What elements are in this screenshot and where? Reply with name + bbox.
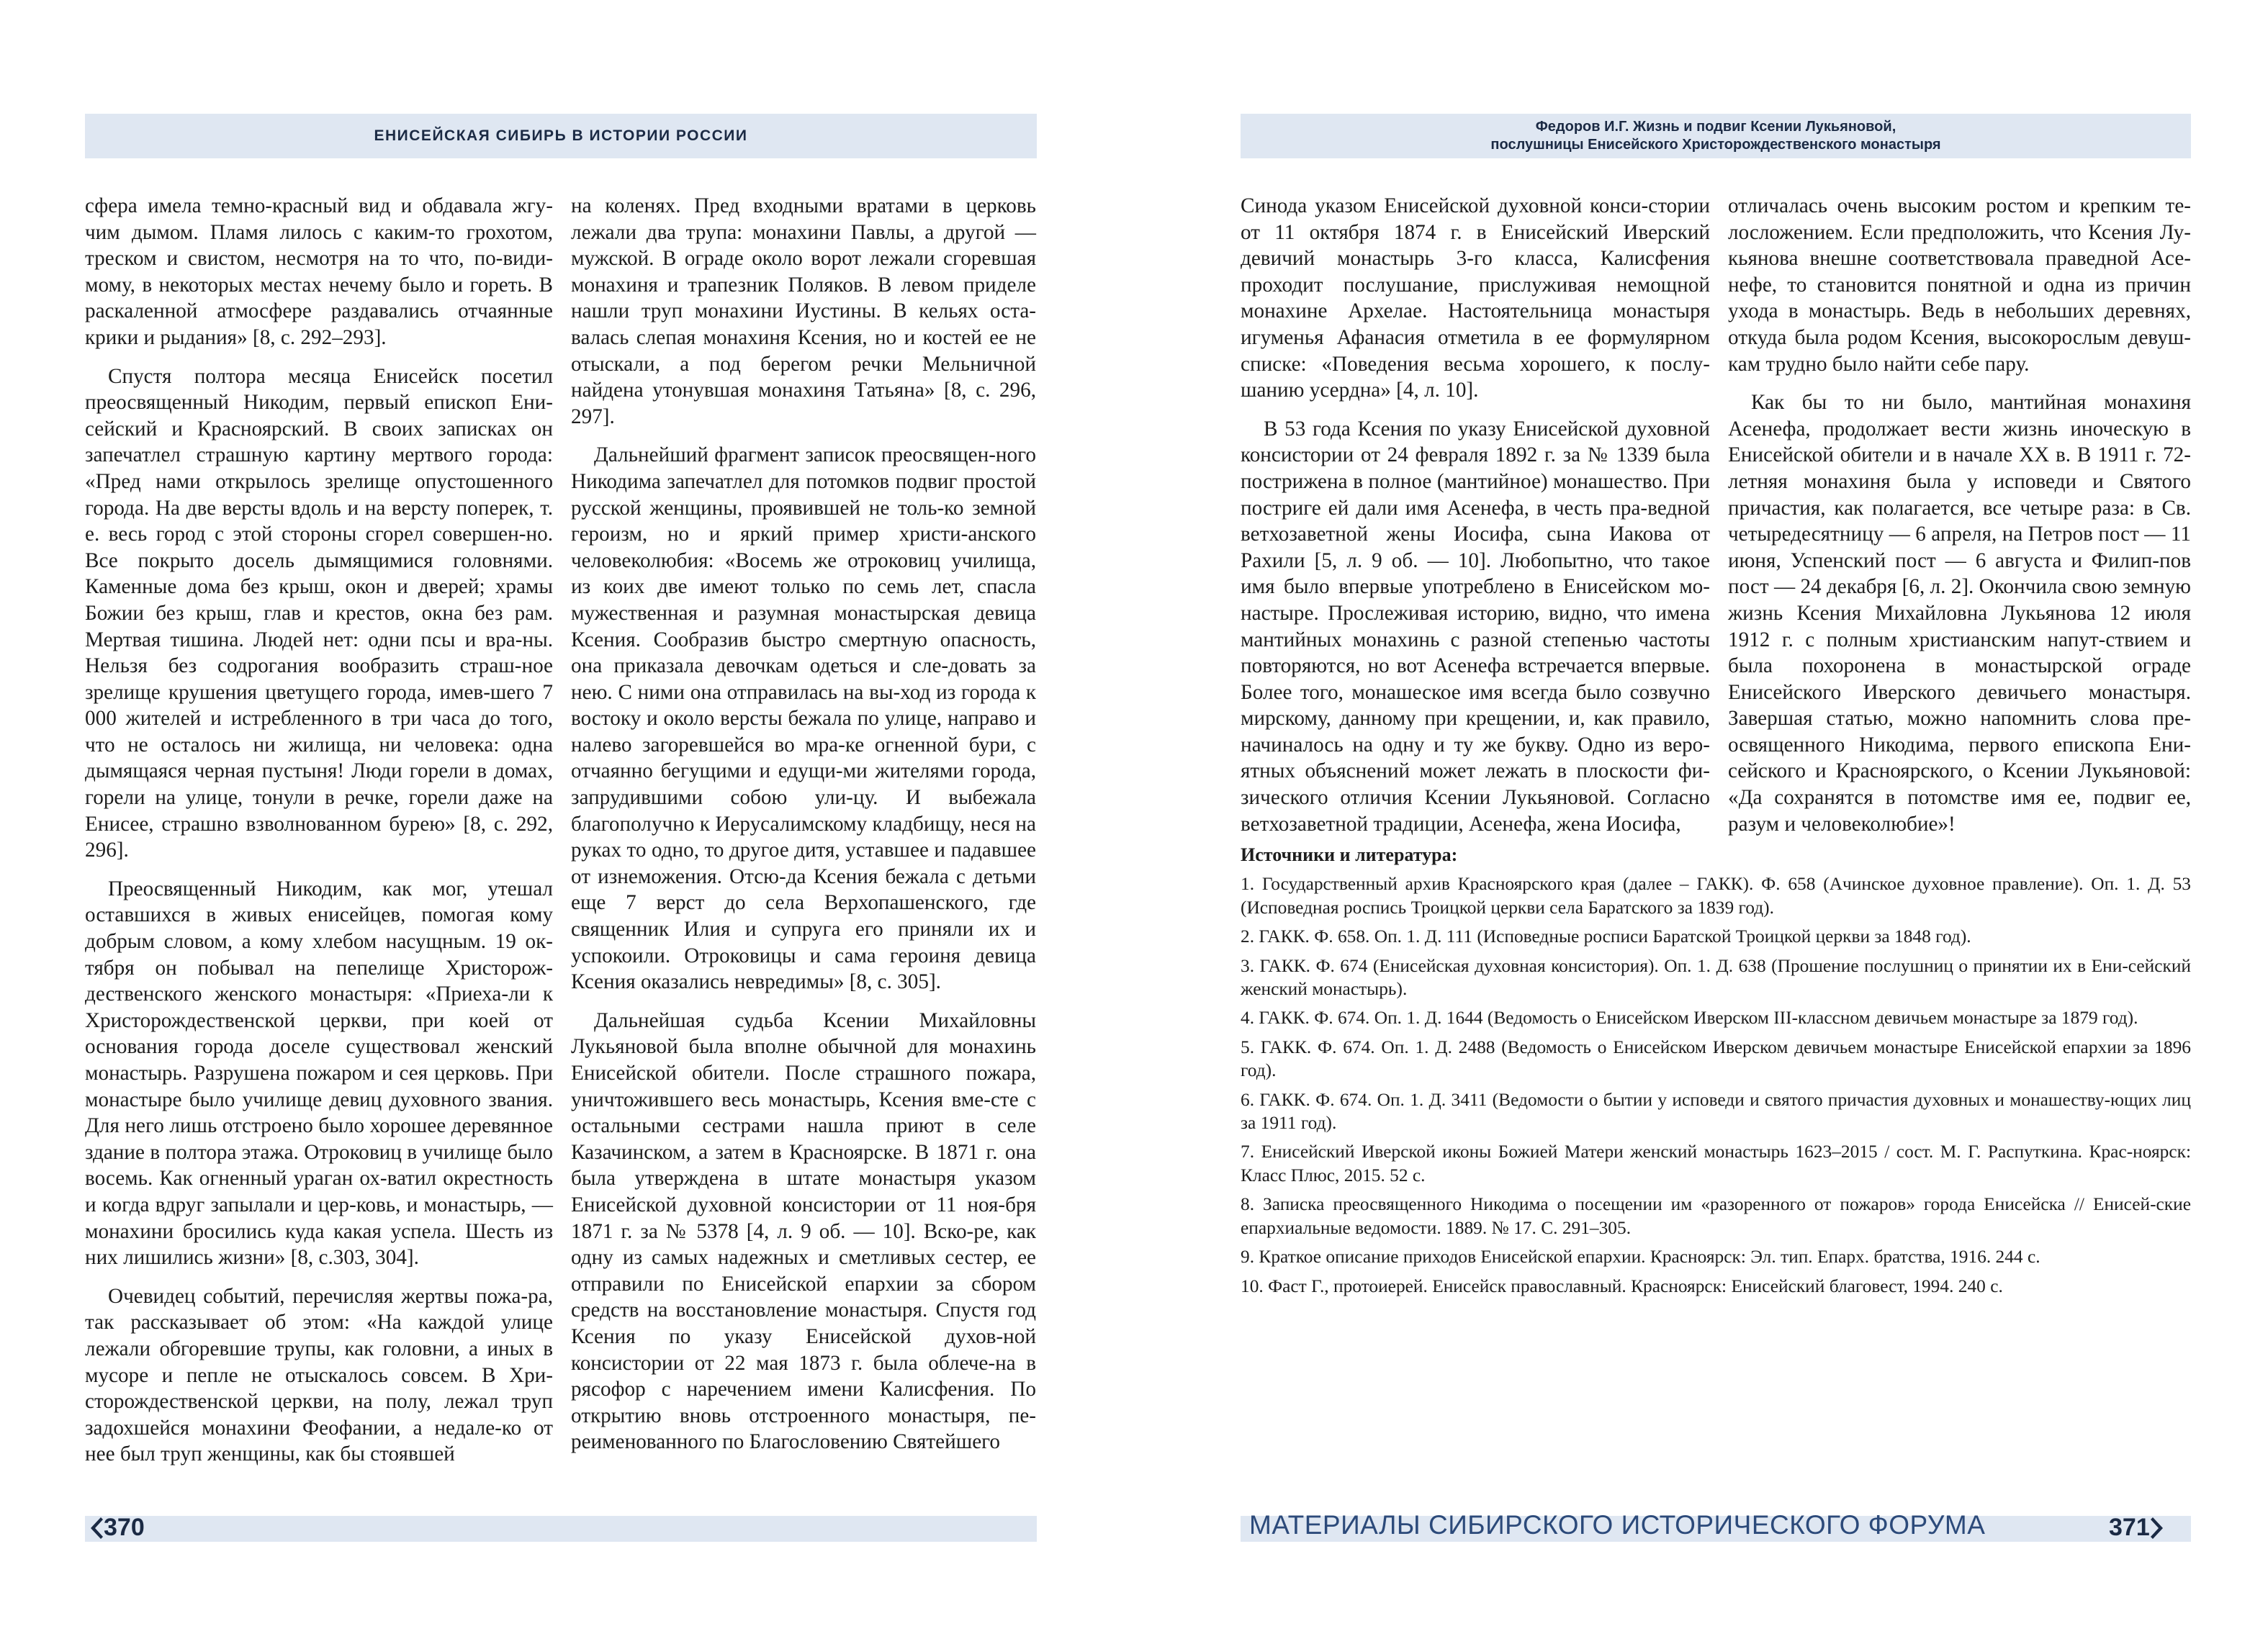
- reference-item: 9. Краткое описание приходов Енисейской епархии. Красноярск: Эл. тип. Епарх. братства, 1916. 244 с.: [1241, 1247, 2040, 1268]
- reference-item: 3. ГАКК. Ф. 674 (Енисейская духовная консистория). Оп. 1. Д. 638 (Прошение послушниц о принятии их в Ени-сейский женский монастырь).: [1241, 955, 2191, 1000]
- paragraph: Дальнейшая судьба Ксении Михайловны Лукьяновой была вполне обычной для монахинь Енисейской обители. После страшного пожара, уничтожившего весь монастырь, Ксения вме-сте с остальными сестрами нашла приют в селе Казачинском, а затем в Красноярске. В 1871 г. она была утверждена в штате монастыря указом Енисейской духовной консистории от 11 ноя-бря 1871 г. за № 5378 [4, л. 9 об. — 10]. Вско-ре, как одну из самых надежных и сметливых сестер, ее отправили по Енисейской епархии за сбором средств на восстановление монастыря. Спустя год Ксения по указу Енисейской духов-ной консистории от 22 мая 1873 г. была облече-на в рясофор с наречением имени Калисфения. По открытию вновь отстроенного монастыря, пе-реименованного по Благословению Святейшего: [571, 1008, 1036, 1454]
- reference-item: 4. ГАКК. Ф. 674. Оп. 1. Д. 1644 (Ведомость о Енисейском Иверском III-классном девичьем монастыре за 1879 год).: [1241, 1008, 2138, 1029]
- running-header-line-2: послушницы Енисейского Христорождественского монастыря: [1490, 137, 1941, 153]
- paragraph: сфера имела темно-красный вид и обдавала жгу-чим дымом. Пламя лилось с каким-то грохотом, треском и свистом, несмотря на то что, по-види-мому, в некоторых местах нечему было и гореть. В раскаленной атмосфере раздавались отчаянные крики и рыдания» [8, с. 292–293].: [85, 194, 553, 349]
- series-title: МАТЕРИАЛЫ СИБИРСКОГО ИСТОРИЧЕСКОГО ФОРУМА: [1249, 1510, 1986, 1540]
- footer-band: [85, 1516, 1037, 1542]
- running-header-text: ЕНИСЕЙСКАЯ СИБИРЬ В ИСТОРИИ РОССИИ: [374, 127, 748, 144]
- reference-item: 1. Государственный архив Красноярского края (далее – ГАКК). Ф. 658 (Ачинское духовное правление). Оп. 1. Д. 53 (Исповедная роспись Троицкой церкви села Баратского за 1839 год).: [1241, 874, 2191, 918]
- paragraph: Дальнейший фрагмент записок преосвящен-ного Никодима запечатлел для потомков подвиг простой русской женщины, проявившей не толь-ко земной героизм, но и яркий пример христи-анского человеколюбия: «Восемь же отроковиц училища, из коих две имеют только по семь лет, спасла мужественная и разумная монастырская девица Ксения. Сообразив быстро смертную опасность, она приказала девочкам одеться и сле-довать за нею. С ними она отправилась на вы-ход из города к востоку и около версты бежала по улице, направо и налево загоревшейся во мра-ке огненной бури, с отчаянно бегущими и едущи-ми жителями города, запрудившими собою ули-цу. И выбежала благополучно к Иерусалимскому кладбищу, неся на руках то одно, то другое дитя, уставшее и падавшее от изнеможения. Отсю-да Ксения бежала с детьми еще 7 верст до села Верхопашенского, где священник Илия и супруга его приняли их и успокоили. Отроковицы и сама героиня девица Ксения оказались невредимы» [8, с. 305].: [571, 443, 1036, 994]
- paragraph: Очевидец событий, перечисляя жертвы пожа-ра, так рассказывает об этом: «На каждой улице лежали обгоревшие трупы, как головни, а иных в мусоре и пепле не отыскалось совсем. В Хри-сторождественской церкви, на полу, лежал труп задохшейся монахини Феофании, а недале-ко от нее был труп женщины, как бы стоявшей: [85, 1284, 553, 1466]
- reference-item: 8. Записка преосвященного Никодима о посещении им «разоренного от пожаров» города Енисейска // Енисей-ские епархиальные ведомости. 1889. № 17. С. 291–305.: [1241, 1194, 2191, 1238]
- running-header: [1241, 114, 2191, 158]
- page-number-text: 371: [2109, 1514, 2150, 1541]
- right-page: [1134, 0, 2268, 1644]
- reference-item: 6. ГАКК. Ф. 674. Оп. 1. Д. 3411 (Ведомости о бытии у исповеди и святого причастия духовных и монашеству-ющих лиц за 1911 год).: [1241, 1089, 2191, 1134]
- references-list: [1241, 872, 2191, 1298]
- paragraph: Синода указом Енисейской духовной конси-стории от 11 октября 1874 г. в Енисейский Иверский девичий монастырь 3-го класса, Калисфения проходит послушание, прислуживая немощной монахине Архелае. Настоятельница монастыря игуменья Афанасия отметила в ее формулярном списке: «Поведения весьма хорошего, к послу-шанию усердна» [4, л. 10].: [1241, 194, 1710, 402]
- text-column-1: [1241, 193, 1710, 837]
- reference-item: 7. Енисейский Иверской иконы Божией Матери женский монастырь 1623–2015 / сост. М. Г. Распуткина. Крас-ноярск: Класс Плюс, 2015. 52 с.: [1241, 1142, 2191, 1185]
- paragraph: Спустя полтора месяца Енисейск посетил преосвященный Никодим, первый епископ Ени-сейский и Красноярский. В своих записках он запечатлел страшную картину мертвого города: «Пред нами открылось зрелище опустошенного города. На две версты вдоль и на версту поперек, т. е. весь город с этой стороны сгорел совершен-но. Все покрыто досель дымящимися головнями. Каменные дома без крыш, окон и дверей; храмы Божии без крыш, глав и крестов, окна без рам. Мертвая тишина. Людей нет: одни псы и вра-ны. Нельзя без содрогания вообразить страш-ное зрелище крушения цветущего города, имев-шего 7 000 жителей и истребленного в три часа до того, что не осталось ни жилища, ни человека: одна дымящаяся черная пустыня! Люди горели в домах, горели на улице, тонули в речке, горели даже на Енисее, страшно взволнованном бурею» [8, с. 292, 296].: [85, 364, 553, 862]
- reference-item: 2. ГАКК. Ф. 658. Оп. 1. Д. 111 (Исповедные росписи Баратской Троицкой церкви за 1848 год).: [1241, 926, 1971, 947]
- reference-item: 5. ГАКК. Ф. 674. Оп. 1. Д. 2488 (Ведомость о Енисейском Иверском девичьем монастыре Енисейской епархии за 1896 год).: [1241, 1036, 2191, 1081]
- page-number-text: 370: [104, 1514, 145, 1541]
- page-number: [2109, 1514, 2166, 1542]
- page-number: [88, 1514, 145, 1542]
- paragraph: отличалась очень высоким ростом и крепким те-лосложением. Если предположить, что Ксения Лу-кьянова внешне соответствовала праведной Асе-нефе, то становится понятной и одна из причин ухода в монастырь. Ведь в небольших деревнях, откуда была родом Ксения, высокорослым девуш-кам трудно было найти себе пару.: [1728, 194, 2191, 376]
- references-title: Источники и литература:: [1241, 844, 1458, 865]
- text-column-2: [571, 193, 1036, 1455]
- running-header-line-1: Федоров И.Г. Жизнь и подвиг Ксении Лукьяновой,: [1535, 119, 1896, 135]
- references: [1241, 844, 2191, 1304]
- running-header: [85, 114, 1037, 158]
- text-column-1: [85, 193, 553, 1468]
- paragraph: Преосвященный Никодим, как мог, утешал оставшихся в живых енисейцев, помогая кому добрым словом, а кому хлебом насущным. 19 ок-тября он побывал на пепелище Христорож-дественского женского монастыря: «Приеха-ли к Христорождественской церкви, при коей от основания города доселе существовал женский монастырь. Разрушена пожаром и сея церковь. При монастыре было училище девиц духовного звания. Для него лишь отстроено было хорошее деревянное здание в полтора этажа. Отроковиц в училище было восемь. Как огненный ураган ох-ватил окрестность и когда вдруг запылали и цер-ковь, и монастырь, — монахини бросились куда какая успела. Шесть из них лишились жизни» [8, с.303, 304].: [85, 877, 553, 1270]
- paragraph: В 53 года Ксения по указу Енисейской духовной консистории от 24 февраля 1892 г. за № 1339 была пострижена в полное (мантийное) монашество. При постриге ей дали имя Асенефа, в честь пра-ведной ветхозаветной жены Иосифа, сына Иакова от Рахили [5, л. 9 об. — 10]. Любопытно, что такое имя было впервые употреблено в Енисейском мо-настыре. Прослеживая историю, видно, что имена мантийных монахинь с разной степенью частоты повторяются, но вот Асенефа встречается впервые. Более того, монашеское имя всегда было созвучно мирскому, данному при крещении, и, как правило, начиналось на одну и ту же букву. Одно из веро-ятных объяснений может лежать в плоскости фи-зического отличия Ксении Лукьяновой. Согласно ветхозаветной традиции, Асенефа, жена Иосифа,: [1241, 417, 1710, 836]
- paragraph: Как бы то ни было, мантийная монахиня Асенефа, продолжает вести жизнь иноческую в Енисейской обители и в начале XX в. В 1911 г. 72-летняя монахиня была у исповеди и Святого причастия, как полагается, все четыре раза: в Св. четыредесятницу — 6 апреля, на Петров пост — 11 июня, Успенский пост — 6 августа и Филип-пов пост — 24 декабря [6, л. 2]. Окончила свою земную жизнь Ксения Михайловна Лукьянова 12 июля 1912 г. с полным христианским напут-ствием и была похоронена в монастырской ограде Енисейского Иверского девичьего монастыря. Завершая статью, можно напомнить слова пре-освященного Никодима, первого епископа Ени-сейского и Красноярского, о Ксении Лукьяновой: «Да сохранятся в потомстве имя ее, подвиг ее, разум и человеколюбие»!: [1728, 391, 2191, 836]
- chevron-right-icon: [2150, 1516, 2166, 1540]
- text-column-2: [1728, 193, 2191, 837]
- paragraph: на коленях. Пред входными вратами в церковь лежали два трупа: монахини Павлы, а другой — мужской. В ограде около ворот лежали сгоревшая монахиня и трапезник Поляков. В левом приделе нашли труп монахини Иустины. В кельях оста-валась слепая монахиня Ксения, но и костей ее не отыскали, а под берегом речки Мельничной найдена утонувшая монахиня Татьяна» [8, с. 296, 297].: [571, 194, 1036, 428]
- reference-item: 10. Фаст Г., протоиерей. Енисейск православный. Красноярск: Енисейский благовест, 1994. 240 с.: [1241, 1275, 2003, 1296]
- chevron-left-icon: [88, 1516, 104, 1540]
